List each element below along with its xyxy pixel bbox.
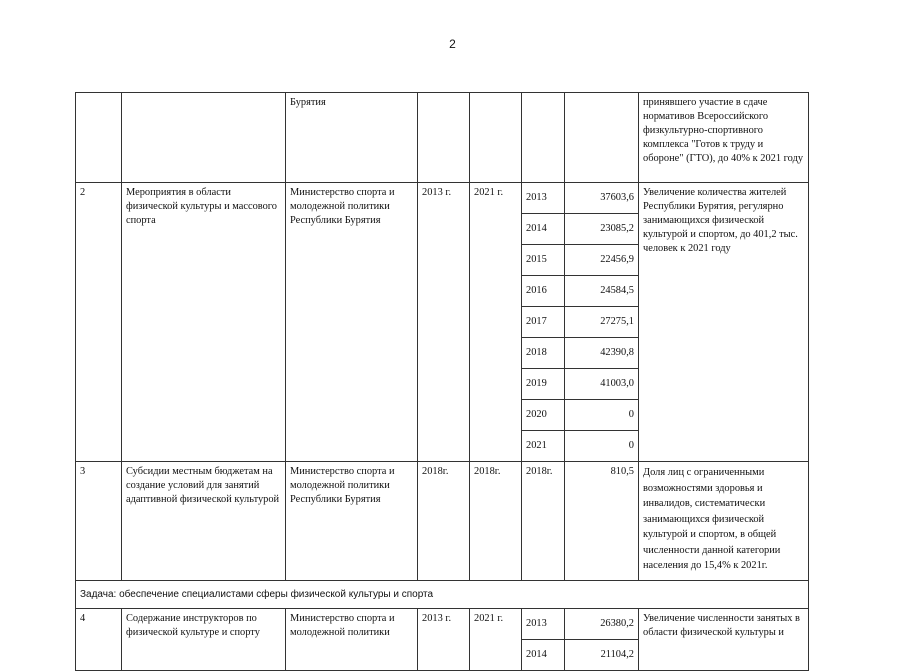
year-cell: 2016 <box>522 276 565 307</box>
program-table <box>75 92 808 671</box>
amount-cell: 21104,2 <box>565 640 639 671</box>
name-cell: Субсидии местным бюджетам на создание условий для занятий адаптивной физической культурой <box>122 462 286 581</box>
year-cell: 2018г. <box>522 462 565 581</box>
name-cell: Мероприятия в области физической культуры и массового спорта <box>122 183 286 462</box>
page-number: 2 <box>449 37 456 51</box>
executor-cell: Бурятия <box>286 93 418 183</box>
end-cell <box>470 93 522 183</box>
year-cell: 2017 <box>522 307 565 338</box>
amount-cell: 810,5 <box>565 462 639 581</box>
result-cell: принявшего участие в сдаче нормативов Всероссийского физкультурно-спортивного комплекса "Готов к труду и обороне" (ГТО), до 40% к 2021 году <box>639 93 809 183</box>
amount-cell: 41003,0 <box>565 369 639 400</box>
task-row <box>76 581 809 609</box>
amount-cell: 24584,5 <box>565 276 639 307</box>
year-cell <box>522 93 565 183</box>
num-cell: 3 <box>76 462 122 581</box>
result-cell: Увеличение количества жителей Республики Бурятия, регулярно занимающихся физической культурой и спортом, до 401,2 тыс. человек к 2021 году <box>639 183 809 462</box>
amount-cell: 42390,8 <box>565 338 639 369</box>
year-cell: 2019 <box>522 369 565 400</box>
result-cell: Доля лиц с ограниченными возможностями здоровья и инвалидов, систематически занимающихся физической культурой и спортом, в общей численности данной категории населения до 15,4% к 2021г. <box>639 462 809 581</box>
amount-cell: 27275,1 <box>565 307 639 338</box>
end-cell: 2021 г. <box>470 183 522 462</box>
end-cell: 2021 г. <box>470 609 522 671</box>
name-cell: Содержание инструкторов по физической культуре и спорту <box>122 609 286 671</box>
amount-cell: 0 <box>565 431 639 462</box>
amount-cell: 22456,9 <box>565 245 639 276</box>
year-cell: 2015 <box>522 245 565 276</box>
task-label: Задача: обеспечение специалистами сферы физической культуры и спорта <box>76 581 809 609</box>
executor-cell: Министерство спорта и молодежной политики <box>286 609 418 671</box>
num-cell: 2 <box>76 183 122 462</box>
start-cell: 2018г. <box>418 462 470 581</box>
amount-cell: 23085,2 <box>565 214 639 245</box>
num-cell <box>76 93 122 183</box>
table-row <box>76 609 809 640</box>
amount-cell <box>565 93 639 183</box>
year-cell: 2014 <box>522 214 565 245</box>
start-cell: 2013 г. <box>418 183 470 462</box>
table-row <box>76 462 809 581</box>
year-cell: 2021 <box>522 431 565 462</box>
amount-cell: 0 <box>565 400 639 431</box>
year-cell: 2013 <box>522 183 565 214</box>
year-cell: 2013 <box>522 609 565 640</box>
start-cell: 2013 г. <box>418 609 470 671</box>
result-cell: Увеличение численности занятых в области физической культуры и <box>639 609 809 671</box>
executor-cell: Министерство спорта и молодежной политики Республики Бурятия <box>286 462 418 581</box>
amount-cell: 37603,6 <box>565 183 639 214</box>
executor-cell: Министерство спорта и молодежной политики Республики Бурятия <box>286 183 418 462</box>
num-cell: 4 <box>76 609 122 671</box>
name-cell <box>122 93 286 183</box>
table-row <box>76 93 809 183</box>
year-cell: 2020 <box>522 400 565 431</box>
end-cell: 2018г. <box>470 462 522 581</box>
year-cell: 2018 <box>522 338 565 369</box>
amount-cell: 26380,2 <box>565 609 639 640</box>
year-cell: 2014 <box>522 640 565 671</box>
start-cell <box>418 93 470 183</box>
table-row <box>76 183 809 214</box>
